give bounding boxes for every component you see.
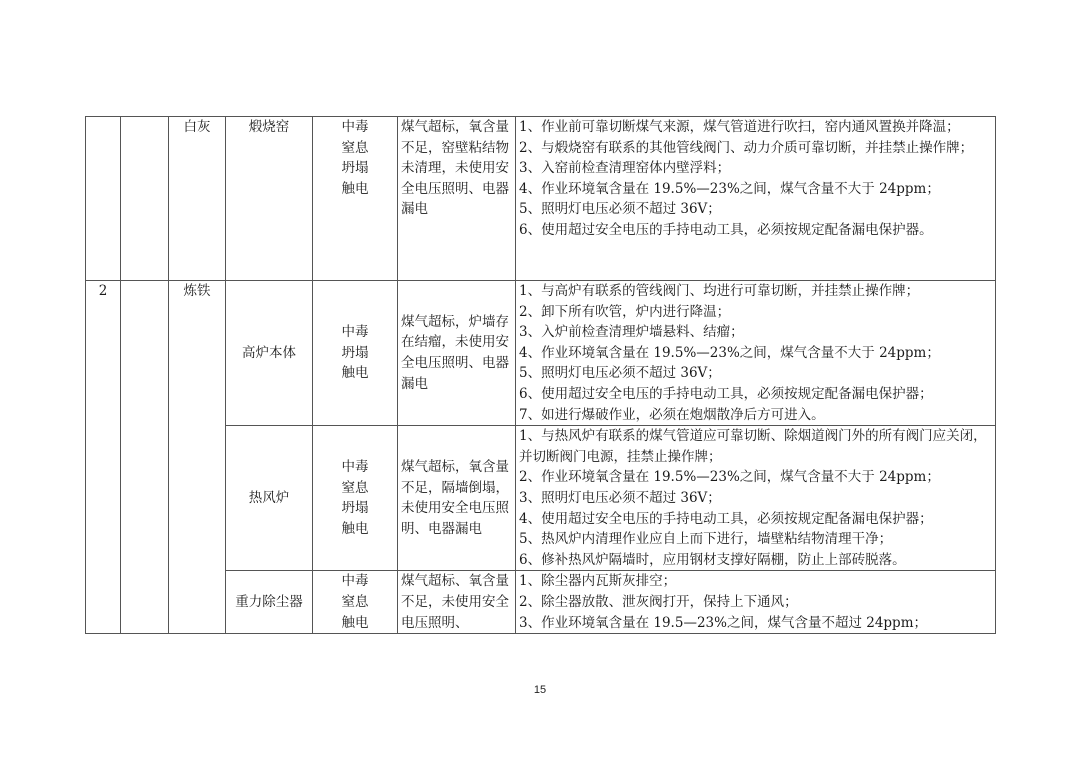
- measures-cell: [516, 571, 996, 634]
- measure-item: 5、照明灯电压必须不超过 36V；: [519, 365, 721, 382]
- location-cell: [226, 117, 313, 281]
- measure-item: 4、使用超过安全电压的手持电动工具，必须按规定配备漏电保护器；: [519, 510, 933, 527]
- location-label: 煅烧窑: [248, 119, 290, 135]
- category-cell: [121, 281, 169, 634]
- hazard-label: 中毒 坍塌 触电: [341, 324, 369, 382]
- hazard-label: 中毒 窒息 触电: [341, 573, 369, 631]
- cause-label: 煤气超标，氧含量不足，窑壁粘结物未清理，未使用安全电压照明、电器漏电: [401, 119, 509, 218]
- hazard-cell: [313, 281, 398, 426]
- hazard-measures-table: [85, 116, 996, 634]
- measure-item: 7、如进行爆破作业，必须在炮烟散净后方可进入。: [519, 406, 825, 423]
- table-row: [86, 117, 996, 281]
- measure-item: 2、除尘器放散、泄灰阀打开，保持上下通风；: [519, 593, 798, 610]
- location-label: 重力除尘器: [235, 593, 303, 610]
- table-row: [86, 281, 996, 426]
- measure-item: 6、使用超过安全电压的手持电动工具，必须按规定配备漏电保护器；: [519, 385, 933, 402]
- measure-item: 2、作业环境氧含量在 19.5%—23%之间，煤气含量不大于 24ppm；: [519, 469, 940, 486]
- measure-item: 6、修补热风炉隔墙时，应用钢材支撑好隔棚，防止上部砖脱落。: [519, 551, 906, 568]
- measure-item: 3、照明灯电压必须不超过 36V；: [519, 489, 721, 506]
- cause-label: 煤气超标、氧含量不足，未使用安全电压照明、: [401, 573, 509, 631]
- hazard-label: 中毒 窒息 坍塌 触电: [341, 119, 369, 197]
- measure-item: 1、作业前可靠切断煤气来源，煤气管道进行吹扫，窑内通风置换并降温；: [519, 119, 960, 135]
- hazard-cell: [313, 571, 398, 634]
- location-cell: [226, 571, 313, 634]
- measure-item: 5、热风炉内清理作业应自上而下进行，墙壁粘结物清理干净；: [519, 531, 893, 548]
- measures-cell: [516, 426, 996, 571]
- sub-category-cell: [169, 281, 226, 634]
- location-cell: [226, 281, 313, 426]
- measure-item: 3、入窑前检查清理窑体内壁浮料；: [519, 160, 731, 177]
- measures-cell: [516, 281, 996, 426]
- sub-category-label: 炼铁: [183, 283, 211, 299]
- measure-item: 2、与煅烧窑有联系的其他管线阀门、动力介质可靠切断，并挂禁止操作牌；: [519, 139, 974, 156]
- measure-item: 4、作业环境氧含量在 19.5%—23%之间，煤气含量不大于 24ppm；: [519, 344, 940, 361]
- cause-cell: [398, 571, 516, 634]
- cause-cell: [398, 426, 516, 571]
- measure-item: 2、卸下所有吹管，炉内进行降温；: [519, 303, 731, 320]
- row-number-cell: 2: [86, 281, 121, 634]
- measure-item: 1、除尘器内瓦斯灰排空；: [519, 573, 677, 590]
- location-label: 高炉本体: [242, 344, 296, 361]
- measure-item: 6、使用超过安全电压的手持电动工具，必须按规定配备漏电保护器。: [519, 221, 933, 238]
- page-number: 15: [533, 684, 547, 696]
- cause-label: 煤气超标，炉墙存在结瘤，未使用安全电压照明、电器漏电: [401, 313, 509, 392]
- cause-cell: [398, 117, 516, 281]
- sub-category-cell: [169, 117, 226, 281]
- measures-cell: [516, 117, 996, 281]
- sub-category-label: 白灰: [183, 119, 211, 135]
- location-label: 热风炉: [248, 489, 290, 506]
- row-number-cell: [86, 117, 121, 281]
- measure-item: 4、作业环境氧含量在 19.5%—23%之间，煤气含量不大于 24ppm；: [519, 180, 940, 197]
- measure-item: 1、与高炉有联系的管线阀门、均进行可靠切断，并挂禁止操作牌；: [519, 283, 920, 299]
- measure-item: 3、入炉前检查清理炉墙悬料、结瘤；: [519, 324, 744, 341]
- location-cell: [226, 426, 313, 571]
- hazard-label: 中毒 窒息 坍塌 触电: [341, 459, 369, 537]
- cause-label: 煤气超标，氧含量不足，隔墙倒塌，未使用安全电压照明、电器漏电: [401, 459, 509, 537]
- category-cell: [121, 117, 169, 281]
- cause-cell: [398, 281, 516, 426]
- hazard-cell: [313, 426, 398, 571]
- hazard-cell: [313, 117, 398, 281]
- measure-item: 3、作业环境氧含量在 19.5—23%之间，煤气含量不超过 24ppm；: [519, 614, 927, 631]
- measure-item: 1、与热风炉有联系的煤气管道应可靠切断、除烟道阀门外的所有阀门应关闭，并切断阀门电源，挂禁止操作牌；: [519, 428, 987, 465]
- measure-item: 5、照明灯电压必须不超过 36V；: [519, 201, 721, 218]
